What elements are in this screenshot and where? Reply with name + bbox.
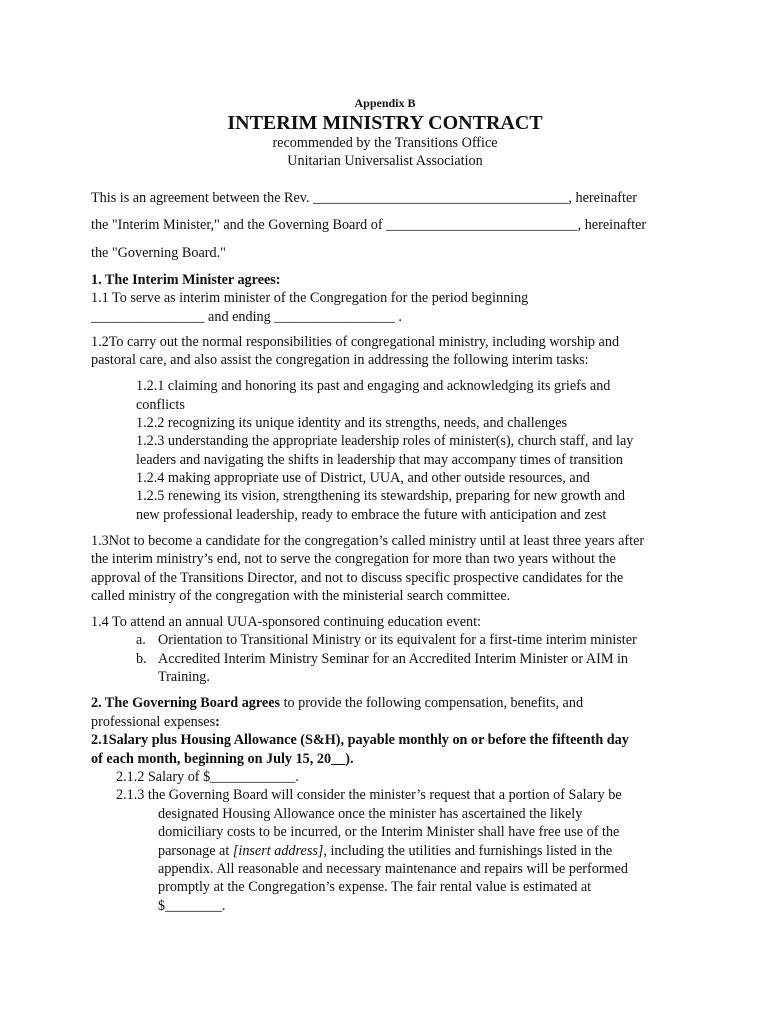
intro-line-3: the "Governing Board."	[91, 245, 226, 261]
clause-1-1-line-1: 1.1 To serve as interim minister of the Congregation for the period beginning	[91, 290, 529, 306]
list-marker-a: a.	[136, 632, 146, 648]
subtitle-office: recommended by the Transitions Office	[272, 135, 498, 151]
clause-2-1-3-line-3: domiciliary costs to be incurred, or the Interim Minister shall have free use of the	[158, 824, 620, 840]
section-1-heading: 1. The Interim Minister agrees:	[91, 272, 281, 288]
clause-1-4: 1.4 To attend an annual UUA-sponsored continuing education event:	[91, 614, 481, 630]
clause-2-1-line-1: 2.1Salary plus Housing Allowance (S&H), payable monthly on or before the fifteenth day	[91, 732, 629, 748]
appendix-label: Appendix B	[354, 96, 416, 110]
clause-1-3-line-3: approval of the Transitions Director, and not to discuss specific prospective candidates for the	[91, 570, 624, 586]
clause-2-1-line-2: of each month, beginning on July 15, 20__).	[91, 751, 354, 767]
insert-address-placeholder: [insert address]	[232, 843, 324, 859]
document-title: INTERIM MINISTRY CONTRACT	[227, 112, 543, 134]
task-1-2-4: 1.2.4 making appropriate use of District, UUA, and other outside resources, and	[136, 470, 590, 486]
task-1-2-2: 1.2.2 recognizing its unique identity and its strengths, needs, and challenges	[136, 415, 568, 431]
clause-1-2-line-1: 1.2To carry out the normal responsibilities of congregational ministry, including worship and	[91, 334, 620, 350]
clause-2-1-3-line-6: promptly at the Congregation’s expense. The fair rental value is estimated at	[158, 879, 592, 895]
list-marker-b: b.	[136, 651, 147, 667]
clause-1-1-line-2: ________________ and ending _________________ .	[91, 309, 402, 325]
clause-1-3-line-1: 1.3Not to become a candidate for the congregation’s called ministry until at least three years after	[91, 533, 645, 549]
clause-2-1-3-line-1: 2.1.3 the Governing Board will consider the minister’s request that a portion of Salary be	[116, 787, 622, 803]
section-2-heading-colon: :	[215, 714, 220, 730]
task-1-2-3-line-2: leaders and navigating the shifts in leadership that may accompany times of transition	[136, 452, 623, 468]
task-1-2-3-line-1: 1.2.3 understanding the appropriate leadership roles of minister(s), church staff, and lay	[136, 433, 634, 449]
clause-2-1-3-line-7: $________.	[158, 898, 226, 914]
list-item-b-line-1: Accredited Interim Ministry Seminar for an Accredited Interim Minister or AIM in	[158, 651, 629, 667]
clause-1-2-line-2: pastoral care, and also assist the congregation in addressing the following interim tasks:	[91, 352, 589, 368]
task-1-2-5-line-1: 1.2.5 renewing its vision, strengthening its stewardship, preparing for new growth and	[136, 488, 625, 504]
section-2-heading-line-1	[91, 694, 583, 712]
clause-2-1-3-line-2: designated Housing Allowance once the minister has ascertained the likely	[158, 806, 583, 822]
clause-2-1-3-line-5: appendix. All reasonable and necessary maintenance and repairs will be performed	[158, 861, 628, 877]
intro-line-2: the "Interim Minister," and the Governing Board of ___________________________, hereinafter	[91, 217, 647, 233]
section-2-heading-bold: 2. The Governing Board agrees	[91, 695, 281, 711]
clause-1-3-line-2: the interim ministry’s end, not to serve the congregation for more than two years without the	[91, 551, 616, 567]
section-2-heading-line-2	[91, 713, 220, 731]
task-1-2-5-line-2: new professional leadership, ready to embrace the future with anticipation and zest	[136, 507, 607, 523]
parsonage-prefix: parsonage at	[158, 843, 233, 859]
section-2-heading-rest: to provide the following compensation, benefits, and	[280, 695, 584, 711]
task-1-2-1-line-2: conflicts	[136, 397, 185, 413]
clause-2-1-2: 2.1.2 Salary of $____________.	[116, 769, 299, 785]
task-1-2-1-line-1: 1.2.1 claiming and honoring its past and engaging and acknowledging its griefs and	[136, 378, 611, 394]
clause-1-3-line-4: called ministry of the congregation with the ministerial search committee.	[91, 588, 511, 604]
list-item-b-line-2: Training.	[158, 669, 210, 685]
parsonage-suffix: , including the utilities and furnishings listed in the	[323, 843, 613, 859]
section-2-heading-cont: professional expenses	[91, 714, 216, 730]
list-item-a: Orientation to Transitional Ministry or its equivalent for a first-time interim minister	[158, 632, 637, 648]
intro-line-1: This is an agreement between the Rev. ____________________________________, hereinafter	[91, 190, 637, 206]
clause-2-1-3-line-4	[158, 842, 612, 860]
subtitle-association: Unitarian Universalist Association	[287, 153, 483, 169]
